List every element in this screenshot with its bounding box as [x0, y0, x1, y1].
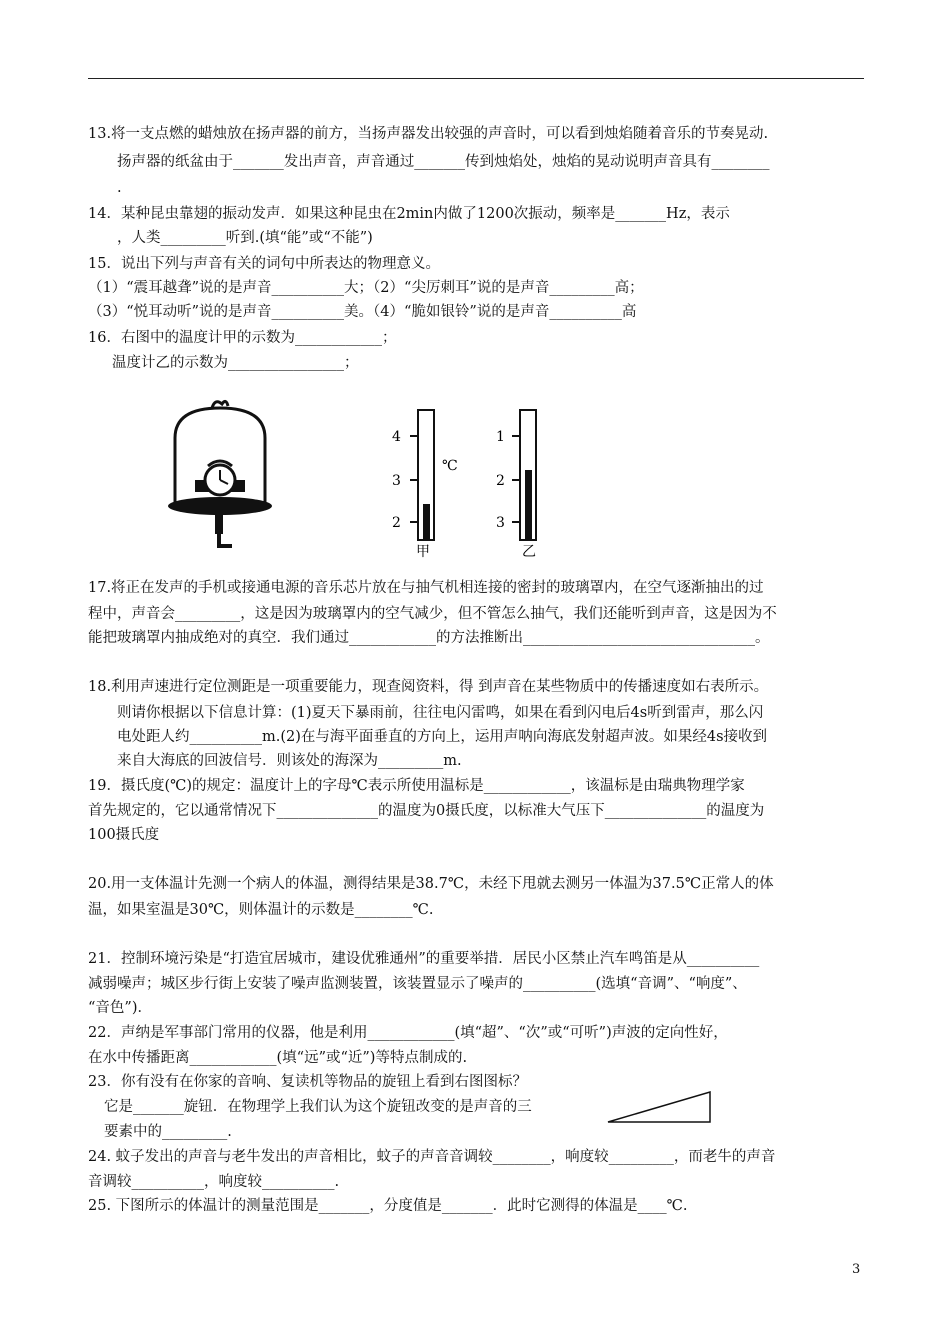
- q22-line-1: 22．声纳是军事部门常用的仪器，他是利用____________(填“超”、“次”或“可听”)声波的定向性好，: [88, 1025, 728, 1041]
- q20-line-2: 温，如果室温是30℃，则体温计的示数是________℃.: [88, 902, 434, 918]
- q15-line-2: （1）“震耳越聋”说的是声音__________大；（2）“尖厉刺耳”说的是声音_________高；: [88, 280, 644, 296]
- header-rule: [88, 78, 864, 79]
- q15-line-3: （3）“悦耳动听”说的是声音__________美。（4）“脆如银铃”说的是声音__________高: [88, 304, 637, 320]
- q24-line-1: 24. 蚊子发出的声音与老牛发出的声音相比，蚊子的声音音调较________，响度较_________，而老牛的声音: [88, 1149, 776, 1165]
- q19-line-1: 19．摄氏度(℃)的规定：温度计上的字母℃表示所使用温标是____________，该温标是由瑞典物理学家: [88, 778, 745, 794]
- q21-line-3: “音色”)．: [88, 1000, 152, 1016]
- yi-tick-3: 3: [496, 515, 505, 531]
- q13-line-1: 13.将一支点燃的蜡烛放在扬声器的前方，当扬声器发出较强的声音时，可以看到烛焰随着音乐的节奏晃动.: [88, 126, 769, 142]
- q21-line-2: 减弱噪声；城区步行街上安装了噪声监测装置，该装置显示了噪声的__________(选填“音调”、“响度”、: [88, 976, 747, 992]
- yi-tick-2: 2: [496, 473, 505, 489]
- q17-line-1: 17.将正在发声的手机或接通电源的音乐芯片放在与抽气机相连接的密封的玻璃罩内，在空气逐渐抽出的过: [88, 580, 764, 596]
- q19-line-3: 100摄氏度: [88, 827, 160, 843]
- q14-line-2: ，人类_________听到.(填“能”或“不能”): [117, 230, 373, 246]
- thermometer-figure: [380, 400, 580, 560]
- q23-line-3: 要素中的_________.: [104, 1124, 232, 1140]
- q17-line-2: 程中，声音会_________，这是因为玻璃罩内的空气减少，但不管怎么抽气，我们还能听到声音，这是因为不: [88, 606, 777, 622]
- yi-label: 乙: [522, 544, 536, 560]
- thermometer-jia: [392, 410, 458, 560]
- q15-line-1: 15．说出下列与声音有关的词句中所表达的物理意义。: [88, 256, 440, 272]
- q21-line-1: 21．控制环境污染是“打造宜居城市，建设优雅通州”的重要举措．居民小区禁止汽车鸣笛是从__________: [88, 951, 760, 967]
- q20-line-1: 20.用一支体温计先测一个病人的体温，测得结果是38.7℃，未经下甩就去测另一体温为37.5℃正常人的体: [88, 876, 774, 892]
- q25-line-1: 25. 下图所示的体温计的测量范围是_______，分度值是_______．此时它测得的体温是____℃.: [88, 1198, 688, 1214]
- jia-tick-4: 4: [392, 429, 401, 445]
- q19-line-2: 首先规定的，它以通常情况下______________的温度为0摄氏度，以标准大气压下______________的温度为: [88, 803, 765, 819]
- q18-line-2: 则请你根据以下信息计算：(1)夏天下暴雨前，往往电闪雷鸣，如果在看到闪电后4s听到雷声，那么闪: [117, 705, 764, 721]
- jia-tick-3: 3: [392, 473, 401, 489]
- page-number: 3: [852, 1262, 861, 1277]
- q17-line-3: 能把玻璃罩内抽成绝对的真空．我们通过____________的方法推断出________________________________。: [88, 630, 770, 646]
- q18-line-4: 来自大海底的回波信号．则该处的海深为_________m.: [117, 753, 462, 769]
- bell-jar-figure: [160, 398, 280, 558]
- q16-line-1: 16．右图中的温度计甲的示数为____________；: [88, 330, 397, 346]
- q22-line-2: 在水中传播距离____________(填“远”或“近”)等特点制成的.: [88, 1050, 468, 1066]
- q14-line-1: 14．某种昆虫靠翅的振动发声．如果这种昆虫在2min内做了1200次振动，频率是_______Hz，表示: [88, 206, 730, 222]
- jia-tick-2: 2: [392, 515, 401, 531]
- jia-label: 甲: [416, 544, 430, 560]
- volume-knob-icon: [606, 1090, 716, 1126]
- q23-line-1: 23．你有没有在你家的音响、复读机等物品的旋钮上看到右图图标？: [88, 1074, 527, 1090]
- thermometer-yi: [496, 410, 536, 560]
- q24-line-2: 音调较__________，响度较__________.: [88, 1174, 340, 1190]
- q16-line-2: 温度计乙的示数为________________；: [112, 355, 359, 371]
- q18-line-3: 电处距人约__________m.(2)在与海平面垂直的方向上，运用声呐向海底发射超声波。如果经4s接收到: [117, 729, 768, 745]
- q18-line-1: 18.利用声速进行定位测距是一项重要能力，现查阅资料，得 到声音在某些物质中的传播速度如右表所示。: [88, 679, 769, 695]
- q23-line-2: 它是_______旋钮．在物理学上我们认为这个旋钮改变的是声音的三: [104, 1099, 532, 1115]
- unit-celsius: ℃: [442, 458, 458, 474]
- q13-line-2: 扬声器的纸盆由于_______发出声音，声音通过_______传到烛焰处，烛焰的晃动说明声音具有________: [117, 154, 770, 170]
- yi-tick-1: 1: [496, 429, 505, 445]
- q13-line-3: .: [117, 180, 122, 196]
